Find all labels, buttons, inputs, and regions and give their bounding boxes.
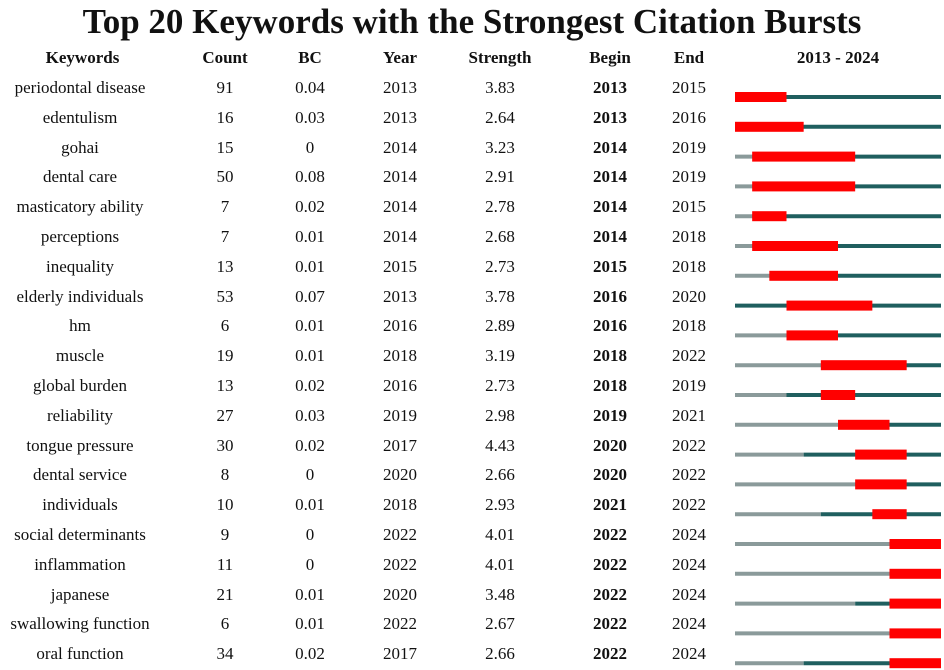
burst-bar [821,360,907,370]
cell-strength: 3.23 [485,137,515,157]
cell-bc: 0.01 [295,316,325,336]
cell-end: 2018 [672,256,706,276]
cell-bc: 0.03 [295,405,325,425]
cell-end: 2024 [672,584,706,604]
cell-count: 16 [216,107,234,127]
cell-keyword: japanese [50,584,110,604]
cell-year: 2016 [383,376,417,395]
cell-end: 2022 [672,495,706,515]
cell-end: 2018 [672,227,706,246]
cell-strength: 3.48 [485,584,515,604]
burst-bar [735,92,787,102]
burst-bar [855,479,907,489]
cell-bc: 0.01 [295,227,325,246]
chart-title: Top 20 Keywords with the Strongest Citation Bursts [82,2,862,41]
cell-begin: 2020 [593,435,627,455]
cell-begin: 2014 [593,137,627,157]
cell-strength: 2.66 [485,644,515,664]
cell-count: 30 [216,435,234,455]
cell-bc: 0.02 [295,197,325,217]
cell-strength: 2.91 [485,167,515,187]
cell-year: 2020 [383,584,417,604]
header-end: End [673,48,705,67]
header-bc: BC [298,48,322,67]
cell-year: 2014 [383,197,417,217]
cell-bc: 0.01 [295,584,325,604]
cell-count: 7 [220,227,230,246]
burst-bar [855,450,907,460]
cell-begin: 2020 [593,465,627,485]
cell-strength: 4.43 [485,435,515,455]
cell-strength: 3.19 [485,346,515,366]
cell-year: 2014 [383,167,417,187]
cell-strength: 2.67 [485,614,515,634]
cell-count: 53 [216,286,234,306]
cell-year: 2015 [383,256,417,276]
cell-end: 2024 [672,525,706,544]
burst-bar [752,152,855,162]
burst-bar [838,420,890,430]
header-count: Count [202,48,248,67]
cell-keyword: inequality [46,256,114,276]
cell-year: 2020 [383,465,417,485]
cell-bc: 0.01 [295,346,325,366]
cell-year: 2016 [383,316,417,336]
burst-bar [890,658,942,668]
cell-keyword: tongue pressure [26,435,134,455]
cell-begin: 2014 [593,167,627,187]
cell-begin: 2016 [593,316,627,336]
cell-strength: 2.89 [485,316,515,336]
cell-begin: 2013 [593,107,627,127]
cell-end: 2019 [672,167,706,187]
cell-strength: 2.78 [485,197,515,217]
cell-year: 2014 [383,137,417,157]
cell-keyword: hm [69,316,91,336]
cell-bc: 0.02 [295,376,325,395]
cell-count: 19 [216,346,234,366]
cell-end: 2015 [672,197,706,217]
cell-year: 2022 [383,525,417,544]
cell-count: 10 [216,495,234,515]
cell-keyword: edentulism [42,107,118,127]
cell-strength: 2.64 [485,107,515,127]
cell-bc: 0 [305,137,315,157]
cell-begin: 2014 [593,197,627,217]
cell-end: 2024 [672,614,706,634]
cell-count: 11 [216,554,234,574]
burst-bar [872,509,906,519]
cell-bc: 0.08 [295,167,325,187]
cell-begin: 2022 [593,525,627,544]
cell-strength: 3.78 [485,286,515,306]
cell-end: 2021 [672,405,706,425]
cell-strength: 4.01 [485,554,515,574]
cell-begin: 2014 [593,227,627,246]
header-year: Year [383,48,417,67]
cell-year: 2013 [383,107,417,127]
cell-count: 13 [216,256,234,276]
cell-count: 13 [216,376,234,395]
cell-keyword: reliability [46,405,114,425]
cell-bc: 0.07 [295,286,325,306]
cell-year: 2014 [383,227,417,246]
burst-bar [752,241,838,251]
cell-strength: 2.73 [485,256,515,276]
cell-keyword: elderly individuals [16,286,144,306]
cell-end: 2015 [672,78,706,97]
cell-year: 2017 [383,644,417,664]
cell-keyword: individuals [42,495,118,515]
cell-strength: 4.01 [485,525,515,544]
cell-keyword: social determinants [14,525,146,544]
burst-bar [769,271,838,281]
cell-count: 7 [220,197,230,217]
cell-end: 2019 [672,137,706,157]
cell-strength: 2.73 [485,376,515,395]
header-begin: Begin [589,48,631,67]
cell-year: 2018 [383,495,417,515]
cell-begin: 2021 [593,495,627,515]
cell-year: 2017 [383,435,417,455]
header-timeline: 2013 - 2024 [796,48,880,67]
burst-bar [787,301,873,311]
cell-begin: 2015 [593,256,627,276]
cell-keyword: dental care [42,167,118,187]
cell-end: 2024 [672,554,706,574]
burst-bar [890,569,942,579]
cell-begin: 2018 [593,346,627,366]
cell-bc: 0.01 [295,614,325,634]
cell-keyword: dental service [33,465,127,485]
cell-count: 15 [216,137,234,157]
cell-strength: 2.66 [485,465,515,485]
cell-count: 6 [220,316,230,336]
cell-keyword: perceptions [40,227,120,246]
cell-bc: 0.03 [295,107,325,127]
cell-count: 8 [220,465,230,485]
cell-begin: 2019 [593,405,627,425]
burst-bar [752,211,786,221]
cell-keyword: muscle [55,346,105,366]
cell-bc: 0.01 [295,256,325,276]
burst-bar [787,330,839,340]
cell-bc: 0 [305,525,315,544]
cell-year: 2018 [383,346,417,366]
cell-end: 2022 [672,346,706,366]
cell-year: 2022 [383,554,417,574]
burst-bar [752,181,855,191]
cell-year: 2013 [383,78,417,97]
cell-count: 27 [216,405,234,425]
cell-end: 2020 [672,286,706,306]
cell-keyword: oral function [36,644,124,664]
cell-bc: 0.02 [295,644,325,664]
cell-count: 34 [216,644,234,664]
cell-year: 2019 [383,405,417,425]
cell-keyword: periodontal disease [14,78,146,97]
cell-end: 2018 [672,316,706,336]
header-strength: Strength [468,48,532,67]
burst-bar [890,539,942,549]
cell-bc: 0 [305,465,315,485]
cell-begin: 2016 [593,286,627,306]
cell-count: 21 [216,584,234,604]
cell-keyword: global burden [33,376,127,395]
cell-bc: 0 [305,554,315,574]
cell-begin: 2018 [593,376,627,395]
cell-begin: 2022 [593,644,627,664]
cell-bc: 0.01 [295,495,325,515]
cell-begin: 2013 [593,78,627,97]
burst-bar [890,628,942,638]
cell-begin: 2022 [593,614,627,634]
burst-bar [821,390,855,400]
cell-keyword: gohai [61,137,99,157]
cell-strength: 2.68 [485,227,515,246]
burst-bar [890,599,942,609]
cell-count: 6 [220,614,230,634]
cell-end: 2022 [672,435,706,455]
header-keywords: Keywords [45,48,120,67]
cell-strength: 3.83 [485,78,515,97]
cell-keyword: inflammation [34,554,126,574]
cell-begin: 2022 [593,554,627,574]
cell-strength: 2.93 [485,495,515,515]
cell-count: 9 [220,525,230,544]
cell-bc: 0.02 [295,435,325,455]
cell-count: 91 [216,78,234,97]
cell-end: 2024 [672,644,706,664]
cell-strength: 2.98 [485,405,515,425]
cell-keyword: swallowing function [10,614,150,634]
cell-keyword: masticatory ability [16,197,144,217]
cell-begin: 2022 [593,584,627,604]
cell-bc: 0.04 [295,78,325,97]
cell-year: 2013 [383,286,417,306]
cell-end: 2019 [672,376,706,395]
cell-year: 2022 [383,614,417,634]
cell-count: 50 [216,167,234,187]
cell-end: 2022 [672,465,706,485]
burst-bar [735,122,804,132]
cell-end: 2016 [672,107,706,127]
